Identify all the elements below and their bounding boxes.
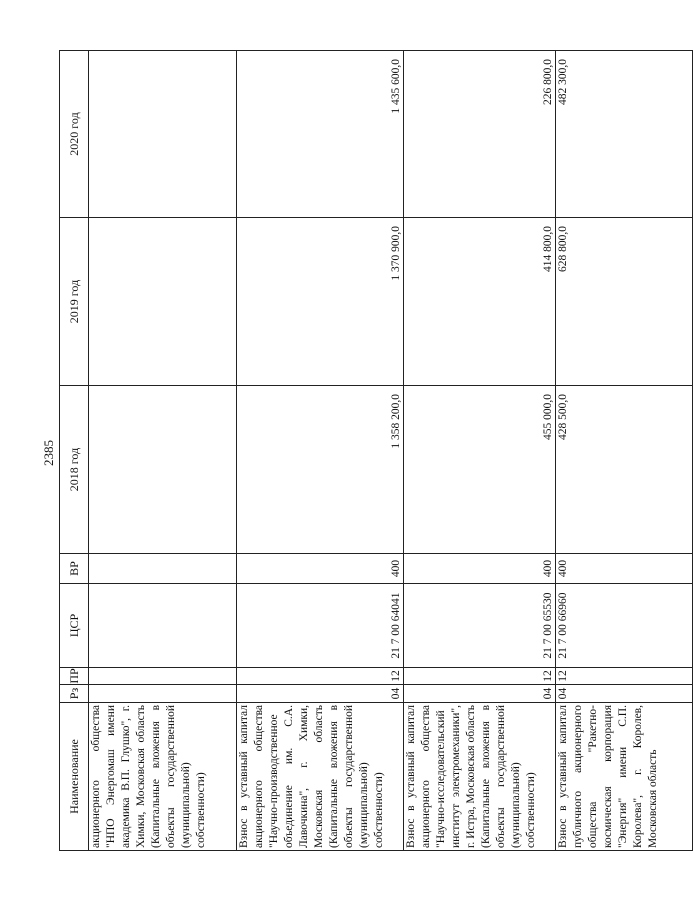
budget-table bbox=[59, 50, 693, 851]
table-header-row bbox=[60, 51, 89, 851]
header-pr: ПР bbox=[60, 668, 89, 685]
row-2018: 455 000,0 bbox=[404, 386, 556, 554]
table-row bbox=[556, 51, 693, 851]
header-2020: 2020 год bbox=[60, 51, 89, 218]
row-2020: 1 435 600,0 bbox=[237, 51, 404, 218]
row-vr bbox=[89, 554, 237, 584]
header-name: Наименование bbox=[60, 703, 89, 851]
row-pr: 12 bbox=[237, 668, 404, 685]
row-pr: 12 bbox=[404, 668, 556, 685]
row-name: Взнос в уставный капитал публичного акционерного общества "Ракетно-космическая корпорация "Энергия" имени С.П. Королева", г. Королев, Московская область bbox=[556, 703, 693, 851]
header-rz: Рз bbox=[60, 685, 89, 703]
table-row bbox=[89, 51, 237, 851]
row-2019: 1 370 900,0 bbox=[237, 218, 404, 386]
row-2020: 482 300,0 bbox=[556, 51, 693, 218]
row-2019 bbox=[89, 218, 237, 386]
row-2020 bbox=[89, 51, 237, 218]
row-rz: 04 bbox=[237, 685, 404, 703]
row-rz bbox=[89, 685, 237, 703]
table-row bbox=[404, 51, 556, 851]
row-name: Взнос в уставный капитал акционерного общества "Научно-производственное объединение им. С.А. Лавочкина", г. Химки, Московская область (Капитальные вложения в объекты государственной (муниципальной) собственности) bbox=[237, 703, 404, 851]
page-number: 2385 bbox=[41, 440, 56, 466]
header-2018: 2018 год bbox=[60, 386, 89, 554]
table-row bbox=[237, 51, 404, 851]
row-csr: 21 7 00 65530 bbox=[404, 584, 556, 668]
row-2018: 428 500,0 bbox=[556, 386, 693, 554]
row-2018: 1 358 200,0 bbox=[237, 386, 404, 554]
row-2019: 414 800,0 bbox=[404, 218, 556, 386]
header-vr: ВР bbox=[60, 554, 89, 584]
header-csr: ЦСР bbox=[60, 584, 89, 668]
row-pr: 12 bbox=[556, 668, 693, 685]
row-vr: 400 bbox=[237, 554, 404, 584]
row-name: акционерного общества "НПО Энергомаш имени академика В.П. Глушко", г. Химки, Московская область (Капитальные вложения в объекты государственной (муниципальной) собственности) bbox=[89, 703, 237, 851]
row-2019: 628 800,0 bbox=[556, 218, 693, 386]
row-rz: 04 bbox=[404, 685, 556, 703]
row-rz: 04 bbox=[556, 685, 693, 703]
row-name: Взнос в уставный капитал акционерного общества "Научно-исследовательский институт электромеханики", г. Истра, Московская область (Капитальные вложения в объекты государственной (муниципальной) собственности) bbox=[404, 703, 556, 851]
row-vr: 400 bbox=[556, 554, 693, 584]
row-2018 bbox=[89, 386, 237, 554]
row-csr: 21 7 00 64041 bbox=[237, 584, 404, 668]
row-csr bbox=[89, 584, 237, 668]
row-vr: 400 bbox=[404, 554, 556, 584]
rotated-budget-table bbox=[59, 51, 659, 851]
row-2020: 226 800,0 bbox=[404, 51, 556, 218]
row-csr: 21 7 00 66960 bbox=[556, 584, 693, 668]
header-2019: 2019 год bbox=[60, 218, 89, 386]
row-pr bbox=[89, 668, 237, 685]
